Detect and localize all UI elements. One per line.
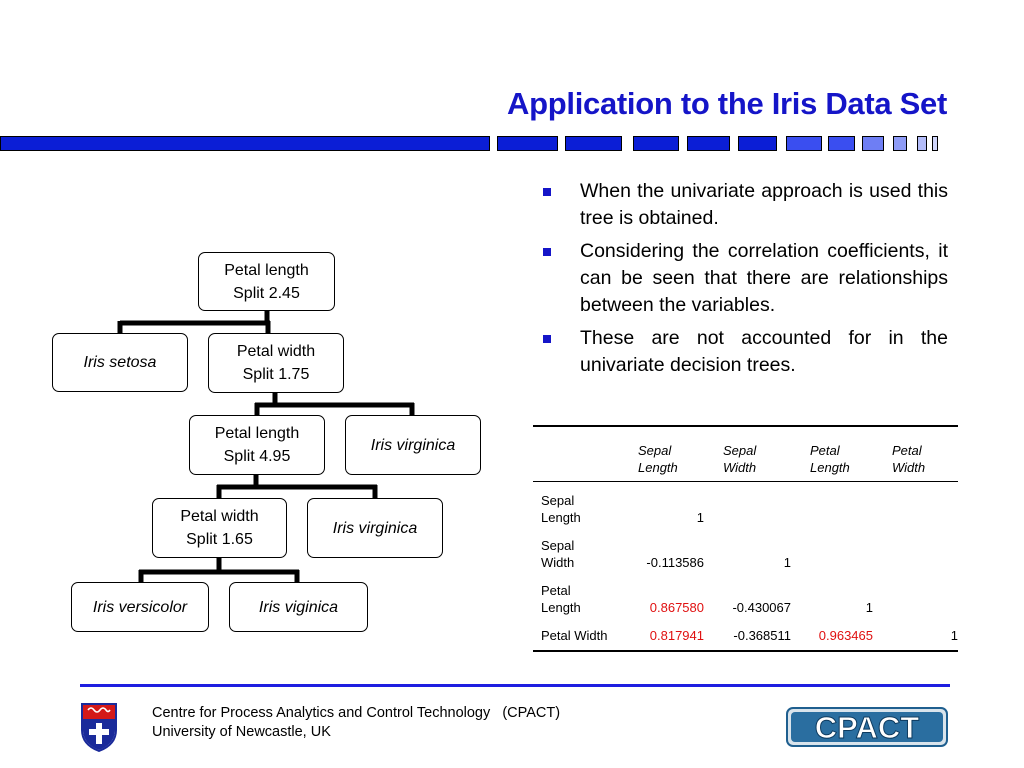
bullet-square-icon bbox=[543, 188, 551, 196]
cpact-logo bbox=[786, 707, 948, 747]
tree-leaf-iris-setosa: Iris setosa bbox=[52, 333, 188, 392]
tree-node-root: Petal length Split 2.45 bbox=[198, 252, 335, 311]
bullet-item: Considering the correlation coefficients, it can be seen that there are relationships between the variables. bbox=[540, 238, 948, 319]
table-row: Sepal Width -0.113586 1 bbox=[541, 538, 791, 570]
footer-rule bbox=[80, 684, 950, 687]
tree-leaf-iris-virginica-1: Iris virginica bbox=[345, 415, 481, 475]
tree-leaf-iris-versicolor: Iris versicolor bbox=[71, 582, 209, 632]
tree-node-petal-length-2: Petal length Split 4.95 bbox=[189, 415, 325, 475]
column-header: Petal Length bbox=[810, 443, 850, 475]
tree-node-petal-width-2: Petal width Split 1.65 bbox=[152, 498, 287, 558]
bullet-item: When the univariate approach is used this tree is obtained. bbox=[540, 178, 948, 232]
tree-leaf-iris-virginica-2: Iris virginica bbox=[307, 498, 443, 558]
table-row: Sepal Length 1 bbox=[541, 493, 704, 525]
column-header: Petal Width bbox=[892, 443, 926, 475]
bullet-list bbox=[540, 178, 948, 385]
bullet-square-icon bbox=[543, 335, 551, 343]
slide-title: Application to the Iris Data Set bbox=[507, 86, 947, 121]
tree-leaf-iris-viginica: Iris viginica bbox=[229, 582, 368, 632]
table-row: Petal Length 0.867580 -0.430067 1 bbox=[541, 583, 873, 615]
table-row: Petal Width 0.817941 -0.368511 0.963465 1 bbox=[541, 628, 958, 643]
correlation-table bbox=[533, 425, 958, 652]
svg-text:CPACT: CPACT bbox=[814, 710, 920, 745]
table-header-row bbox=[533, 427, 958, 481]
tree-node-petal-width-1: Petal width Split 1.75 bbox=[208, 333, 344, 393]
bullet-square-icon bbox=[543, 248, 551, 256]
bullet-item: These are not accounted for in the univariate decision trees. bbox=[540, 325, 948, 379]
column-header: Sepal Width bbox=[723, 443, 757, 475]
university-crest-icon bbox=[80, 702, 118, 752]
column-header: Sepal Length bbox=[638, 443, 678, 475]
footer-text: Centre for Process Analytics and Control Technology (CPACT) University of Newcastle, UK bbox=[152, 705, 561, 740]
